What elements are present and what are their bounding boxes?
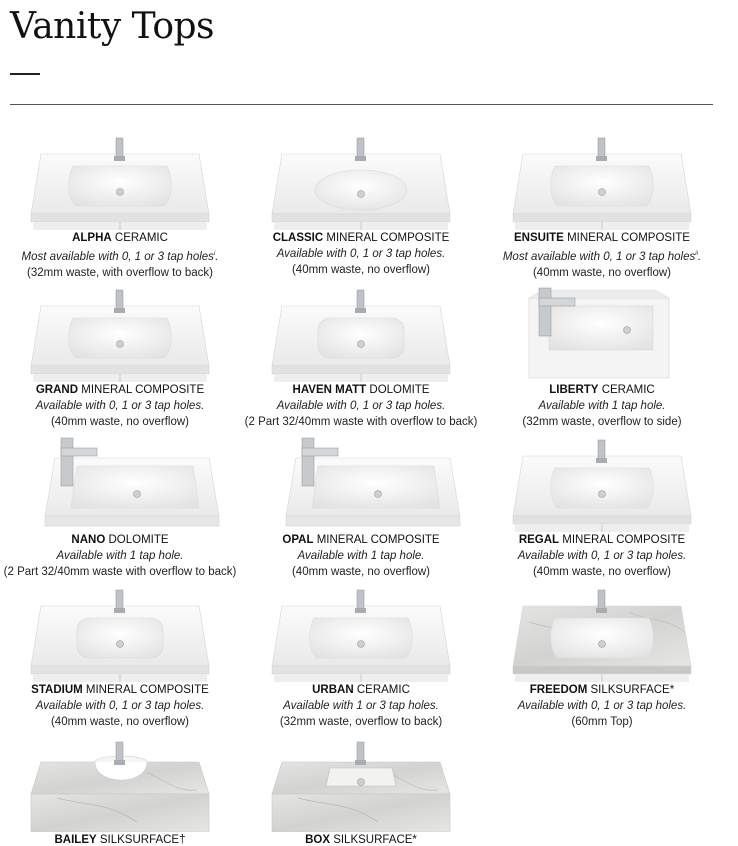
tap-hole-text: Available with 0, 1 or 3 tap holes. — [276, 248, 446, 260]
vanity-top-image — [479, 130, 725, 230]
urban-vanity-drawing — [272, 590, 450, 682]
title-divider — [10, 104, 713, 105]
tap-hole-options — [238, 698, 484, 714]
product-name-line — [479, 382, 725, 398]
product-caption — [479, 682, 725, 730]
waste-details: (2 Part 32/40mm waste with overflow to back) — [244, 416, 478, 428]
page-title: Vanity Tops — [10, 6, 215, 47]
product-image — [238, 732, 484, 832]
product-image — [238, 432, 484, 532]
vanity-top-image — [479, 582, 725, 682]
vanity-top-image — [238, 582, 484, 682]
waste-details: (40mm waste, no overflow) — [291, 566, 431, 578]
product-material: CERAMIC — [114, 232, 168, 244]
product-material: SILKSURFACE* — [333, 834, 417, 846]
product-material: CERAMIC — [356, 684, 410, 696]
product-caption — [0, 532, 243, 580]
product-name: LIBERTY — [549, 384, 599, 396]
footnote-marker: ii — [695, 251, 698, 257]
product-name-line — [0, 230, 243, 246]
tap-hole-options — [479, 548, 725, 564]
product-name-line — [0, 682, 243, 698]
product-name-line — [479, 532, 725, 548]
title-dash — [10, 73, 40, 75]
product-name: OPAL — [282, 534, 314, 546]
vanity-top-image — [0, 130, 243, 230]
tap-hole-text: Available with 0, 1 or 3 tap holes. — [517, 550, 687, 562]
nano-vanity-drawing — [45, 438, 219, 526]
product-name: GRAND — [35, 384, 79, 396]
product-card-stadium — [0, 582, 243, 732]
product-image — [238, 130, 484, 230]
product-card-regal — [479, 432, 725, 582]
tap-hole-text: Available with 0, 1 or 3 tap holes. — [276, 400, 446, 412]
waste-details: (40mm waste, no overflow) — [532, 566, 672, 578]
waste-details: (40mm waste, no overflow) — [50, 416, 190, 428]
tap-hole-text: Available with 0, 1 or 3 tap holes. — [35, 400, 205, 412]
product-material: MINERAL COMPOSITE — [316, 534, 440, 546]
product-name: URBAN — [312, 684, 354, 696]
vanity-top-image — [0, 732, 243, 832]
tap-hole-options: Most available with 0, 1 or 3 tap holes$^i$. — [21, 250, 219, 263]
product-caption — [0, 682, 243, 730]
tap-hole-options — [0, 548, 243, 564]
product-card-bailey — [0, 732, 243, 846]
product-name-line — [0, 382, 243, 398]
product-card-box — [238, 732, 484, 846]
regal-vanity-drawing — [513, 440, 691, 532]
product-material: MINERAL COMPOSITE — [85, 684, 209, 696]
vanity-top-image — [0, 582, 243, 682]
tap-hole-text: Available with 1 tap hole. — [56, 550, 184, 562]
product-image — [0, 282, 243, 382]
tap-hole-text: Available with 1 tap hole. — [538, 400, 666, 412]
tap-hole-options — [0, 698, 243, 714]
product-material: MINERAL COMPOSITE — [81, 384, 205, 396]
tap-hole-text: Available with 1 or 3 tap holes. — [283, 700, 439, 712]
product-caption — [479, 532, 725, 580]
product-image — [479, 130, 725, 230]
tap-hole-text: Most available with 0, 1 or 3 tap holes — [21, 250, 214, 263]
vanity-top-image — [238, 432, 484, 532]
liberty-vanity-drawing — [529, 288, 669, 378]
product-material: MINERAL COMPOSITE — [326, 232, 450, 244]
product-image — [0, 130, 243, 230]
product-image — [479, 582, 725, 682]
product-name: NANO — [71, 534, 106, 546]
product-material: DOLOMITE — [369, 384, 430, 396]
product-name-line — [238, 532, 484, 548]
product-image — [0, 732, 243, 832]
tap-hole-options — [238, 398, 484, 414]
product-card-nano — [0, 432, 243, 582]
product-card-opal — [238, 432, 484, 582]
freedom-vanity-drawing — [513, 590, 691, 682]
vanity-top-image — [238, 130, 484, 230]
product-material: DOLOMITE — [108, 534, 169, 546]
product-name: CLASSIC — [272, 232, 324, 244]
product-name-line — [0, 832, 243, 846]
product-caption — [0, 382, 243, 430]
product-name-line — [238, 230, 484, 246]
product-name: BAILEY — [54, 834, 97, 846]
waste-details: (40mm waste, no overflow) — [291, 264, 431, 276]
product-material: MINERAL COMPOSITE — [567, 232, 690, 244]
alpha-vanity-drawing — [31, 138, 209, 230]
product-image — [0, 582, 243, 682]
product-caption — [238, 832, 484, 846]
product-name: BOX — [305, 834, 330, 846]
product-card-grand — [0, 282, 243, 432]
tap-hole-text: Available with 0, 1 or 3 tap holes. — [517, 700, 687, 712]
product-card-classic — [238, 130, 484, 280]
vanity-top-image — [0, 432, 243, 532]
vanity-top-image — [238, 732, 484, 832]
tap-hole-text: Available with 1 tap hole. — [297, 550, 425, 562]
tap-hole-text: Most available with 0, 1 or 3 tap holes — [502, 250, 696, 263]
vanity-top-image — [479, 432, 725, 532]
tap-hole-options — [0, 398, 243, 414]
product-name: HAVEN MATT — [292, 384, 367, 396]
product-name: ENSUITE — [514, 232, 564, 244]
waste-details: (40mm waste, no overflow) — [50, 716, 190, 728]
product-caption — [238, 682, 484, 730]
waste-details: (60mm Top) — [571, 716, 633, 728]
vanity-top-image — [0, 282, 243, 382]
product-image — [479, 282, 725, 382]
footnote-marker: i — [213, 251, 216, 257]
waste-details: (32mm waste, overflow to back) — [279, 716, 443, 728]
tap-hole-options — [479, 398, 725, 414]
product-caption — [0, 230, 243, 281]
product-caption — [238, 532, 484, 580]
product-card-haven — [238, 282, 484, 432]
product-material: CERAMIC — [601, 384, 655, 396]
product-card-ensuite — [479, 130, 725, 280]
product-name: ALPHA — [72, 232, 112, 244]
product-material: SILKSURFACE† — [99, 834, 186, 846]
product-caption — [479, 382, 725, 430]
tap-hole-options — [238, 246, 484, 262]
product-name: STADIUM — [31, 684, 83, 696]
box-vanity-drawing — [272, 742, 450, 832]
product-name-line — [238, 382, 484, 398]
product-name: REGAL — [518, 534, 560, 546]
waste-details: (40mm waste, no overflow) — [532, 266, 672, 279]
tap-hole-options — [479, 698, 725, 714]
product-card-liberty — [479, 282, 725, 432]
waste-details: (32mm waste, overflow to side) — [522, 416, 682, 428]
product-name: FREEDOM — [529, 684, 588, 696]
product-material: MINERAL COMPOSITE — [562, 534, 686, 546]
vanity-top-image — [238, 282, 484, 382]
tap-hole-options: Most available with 0, 1 or 3 tap holes$^{ii}$. — [502, 250, 702, 263]
grand-vanity-drawing — [31, 290, 209, 382]
opal-vanity-drawing — [286, 438, 460, 526]
product-image — [238, 282, 484, 382]
waste-details: (32mm waste, with overflow to back) — [27, 266, 213, 279]
product-name-line — [238, 832, 484, 846]
product-image — [238, 582, 484, 682]
product-card-alpha — [0, 130, 243, 280]
product-caption — [0, 832, 243, 846]
waste-details: (2 Part 32/40mm waste with overflow to back) — [3, 566, 237, 578]
product-card-freedom — [479, 582, 725, 732]
product-image — [479, 432, 725, 532]
product-caption — [238, 382, 484, 430]
haven-vanity-drawing — [272, 290, 450, 382]
vanity-top-image — [479, 282, 725, 382]
tap-hole-options — [238, 548, 484, 564]
bailey-vanity-drawing — [31, 742, 209, 832]
product-name-line — [479, 682, 725, 698]
product-name-line — [0, 532, 243, 548]
product-caption — [479, 230, 725, 281]
classic-vanity-drawing — [272, 138, 450, 230]
product-image — [0, 432, 243, 532]
product-card-urban — [238, 582, 484, 732]
product-name-line — [238, 682, 484, 698]
product-name-line — [479, 230, 725, 246]
product-material: SILKSURFACE* — [590, 684, 675, 696]
ensuite-vanity-drawing — [513, 138, 691, 230]
tap-hole-text: Available with 0, 1 or 3 tap holes. — [35, 700, 205, 712]
stadium-vanity-drawing — [31, 590, 209, 682]
product-caption — [238, 230, 484, 278]
